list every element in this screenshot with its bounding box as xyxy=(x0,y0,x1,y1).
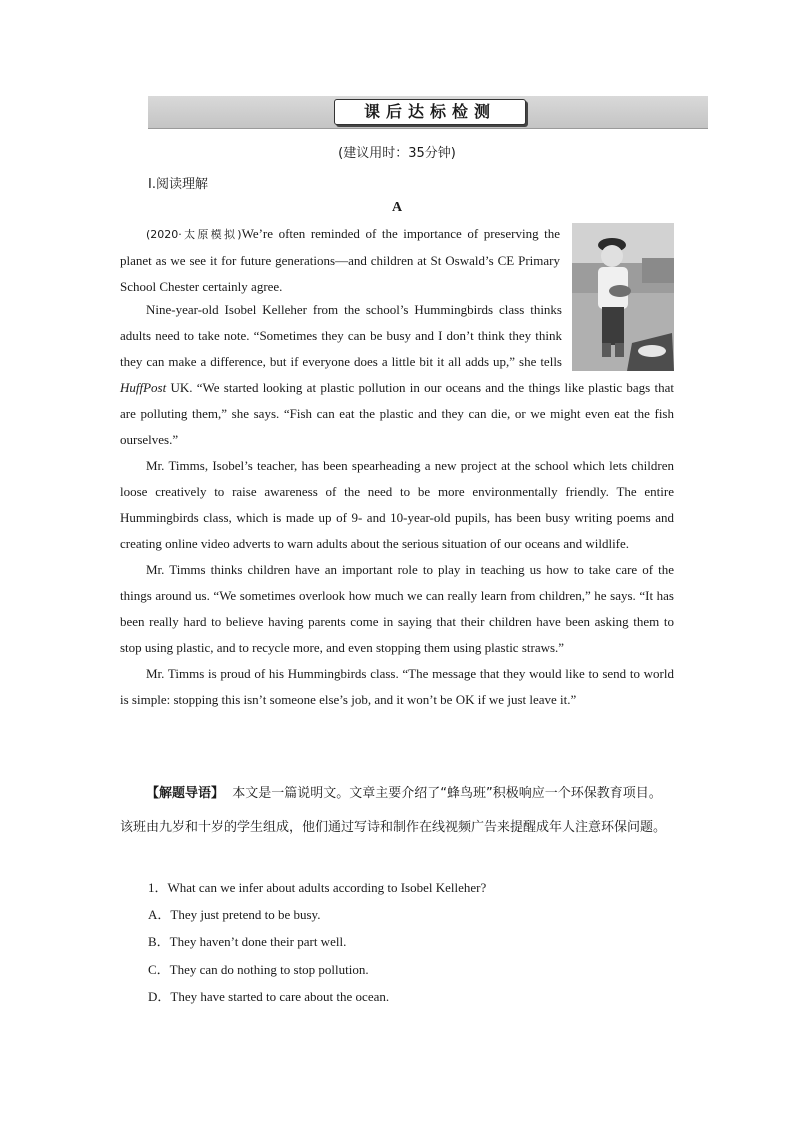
option-b: B．They haven’t done their part well. xyxy=(148,934,347,949)
option-a: A．They just pretend to be busy. xyxy=(148,907,321,922)
paragraph-1-text: We’re often reminded of the importance of preserving the planet as we see it for future generations—and children at St Oswald’s CE Primary School Chester certainly agree. xyxy=(120,226,561,294)
paragraph-1 xyxy=(120,221,560,300)
source-note: (2020·太原模拟) xyxy=(146,228,242,241)
option-d: D．They have started to care about the ocean. xyxy=(148,989,390,1004)
paragraph-5: Mr. Timms is proud of his Hummingbirds class. “The message that they would like to send to world is simple: stopping this isn’t someone else’s job, and it won’t be OK if we just leave it.” xyxy=(120,666,674,707)
passage-body xyxy=(120,297,674,713)
paragraph-2 xyxy=(120,297,674,453)
passage-letter: A xyxy=(391,200,403,215)
option-c: C．They can do nothing to stop pollution. xyxy=(148,962,369,977)
guide-note xyxy=(120,777,674,845)
paragraph-2-a: Nine-year-old Isobel Kelleher from the school’s Hummingbirds class thinks adults need to take note. “Sometimes they can be busy and I don’t think they think they can make a difference, but if everyone does a little bit it all adds up,” she tells xyxy=(120,302,562,369)
time-hint: (建议用时：35分钟) xyxy=(338,146,456,161)
paragraph-3: Mr. Timms, Isobel’s teacher, has been spearheading a new project at the school which lets children loose creatively to raise awareness of the need to be more environmentally friendly. The entire Hummingbirds class, which is made up of 9- and 10-year-old pupils, has been busy writing poems and creating online video adverts to warn adults about the serious situation of our oceans and wildlife. xyxy=(120,458,674,551)
guide-label: 【解题导语】 xyxy=(146,786,225,801)
paragraph-2-b: UK. “We started looking at plastic pollution in our oceans and the things like plastic bags that are polluting them,” she says. “Fish can eat the plastic and they can die, or we might even eat the fish ourselves.” xyxy=(120,380,674,447)
paragraph-4: Mr. Timms thinks children have an important role to play in teaching us how to take care of the things around us. “We sometimes overlook how much we can really learn from children,” he says. “It has been really hard to believe having parents come in saying that their children have been asking them to stop using plastic, and to recycle more, and even stopping them using plastic straws.” xyxy=(120,562,674,655)
guide-text: 本文是一篇说明文。文章主要介绍了“蜂鸟班”积极响应一个环保教育项目。该班由九岁和十岁的学生组成，他们通过写诗和制作在线视频广告来提醒成年人注意环保问题。 xyxy=(120,786,667,835)
title-banner xyxy=(148,96,708,129)
section-title: Ⅰ.阅读理解 xyxy=(148,177,208,192)
question-stem: 1．What can we infer about adults according to Isobel Kelleher? xyxy=(148,880,487,895)
paragraph-2-italic: HuffPost xyxy=(120,380,167,395)
banner-title: 课后达标检测 xyxy=(334,99,526,125)
